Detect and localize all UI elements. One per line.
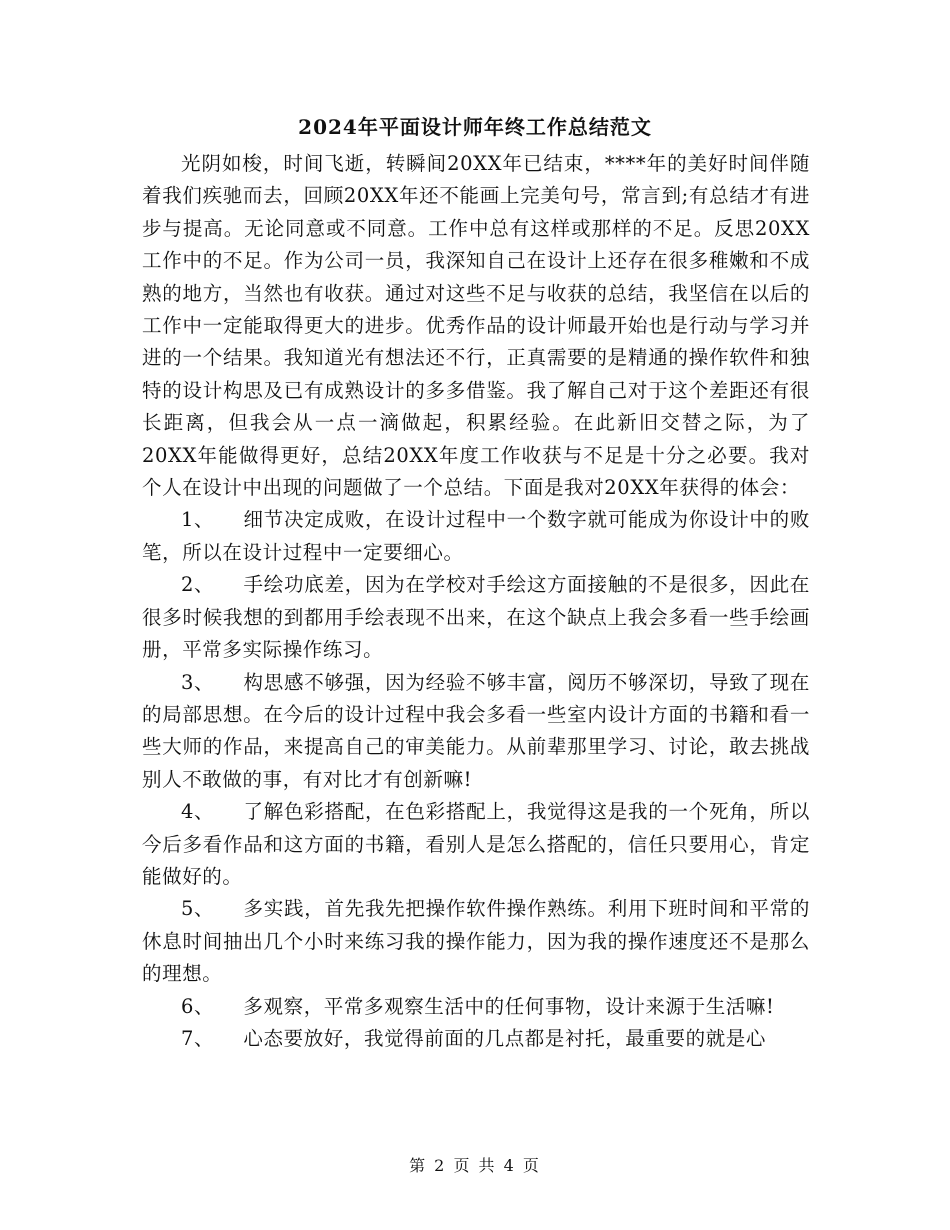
document-body bbox=[142, 148, 810, 1055]
list-item-text: 多实践，首先我先把操作软件操作熟练。利用下班时间和平常的休息时间抽出几个小时来练习我的操作能力，因为我的操作速度还不是那么的理想。 bbox=[142, 897, 810, 986]
list-item-text: 心态要放好，我觉得前面的几点都是衬托，最重要的就是心 bbox=[243, 1026, 766, 1050]
list-item bbox=[142, 504, 810, 569]
list-item-number: 1、 bbox=[181, 508, 215, 532]
list-item bbox=[142, 569, 810, 666]
list-item-text: 多观察，平常多观察生活中的任何事物，设计来源于生活嘛! bbox=[243, 994, 775, 1018]
list-item-text: 构思感不够强，因为经验不够丰富，阅历不够深切，导致了现在的局部思想。在今后的设计过程中我会多看一些室内设计方面的书籍和看一些大师的作品，来提高自己的审美能力。从前辈那里学习、讨论，敢去挑战别人不敢做的事，有对比才有创新嘛! bbox=[142, 670, 810, 791]
page-number-footer: 第 2 页 共 4 页 bbox=[409, 1156, 541, 1175]
list-item-number: 2、 bbox=[181, 573, 215, 597]
list-item-number: 5、 bbox=[181, 897, 215, 921]
list-item-text: 手绘功底差，因为在学校对手绘这方面接触的不是很多，因此在很多时候我想的到都用手绘表现不出来，在这个缺点上我会多看一些手绘画册，平常多实际操作练习。 bbox=[142, 573, 810, 662]
list-item bbox=[142, 893, 810, 990]
list-item bbox=[142, 991, 810, 1023]
intro-paragraph: 光阴如梭，时间飞逝，转瞬间20XX年已结束，****年的美好时间伴随着我们疾驰而去，回顾20XX年还不能画上完美句号，常言到;有总结才有进步与提高。无论同意或不同意。工作中总有这样或那样的不足。反思20XX工作中的不足。作为公司一员，我深知自己在设计上还存在很多稚嫩和不成熟的地方，当然也有收获。通过对这些不足与收获的总结，我坚信在以后的工作中一定能取得更大的进步。优秀作品的设计师最开始也是行动与学习并进的一个结果。我知道光有想法还不行，正真需要的是精通的操作软件和独特的设计构思及已有成熟设计的多多借鉴。我了解自己对于这个差距还有很长距离，但我会从一点一滴做起，积累经验。在此新旧交替之际，为了20XX年能做得更好，总结20XX年度工作收获与不足是十分之必要。我对个人在设计中出现的问题做了一个总结。下面是我对20XX年获得的体会： bbox=[142, 152, 810, 500]
list-item-text: 细节决定成败，在设计过程中一个数字就可能成为你设计中的败笔，所以在设计过程中一定要细心。 bbox=[142, 508, 810, 564]
list-item-number: 4、 bbox=[181, 800, 215, 824]
list-item bbox=[142, 1023, 810, 1055]
page-title: 2024年平面设计师年终工作总结范文 bbox=[298, 115, 652, 139]
list-item-text: 了解色彩搭配，在色彩搭配上，我觉得这是我的一个死角，所以今后多看作品和这方面的书籍，看别人是怎么搭配的，信任只要用心，肯定能做好的。 bbox=[142, 800, 810, 888]
list-item-number: 3、 bbox=[181, 670, 215, 694]
list-item bbox=[142, 667, 810, 797]
list-item-number: 7、 bbox=[181, 1026, 215, 1050]
list-item bbox=[142, 796, 810, 893]
list-item-number: 6、 bbox=[181, 994, 215, 1018]
